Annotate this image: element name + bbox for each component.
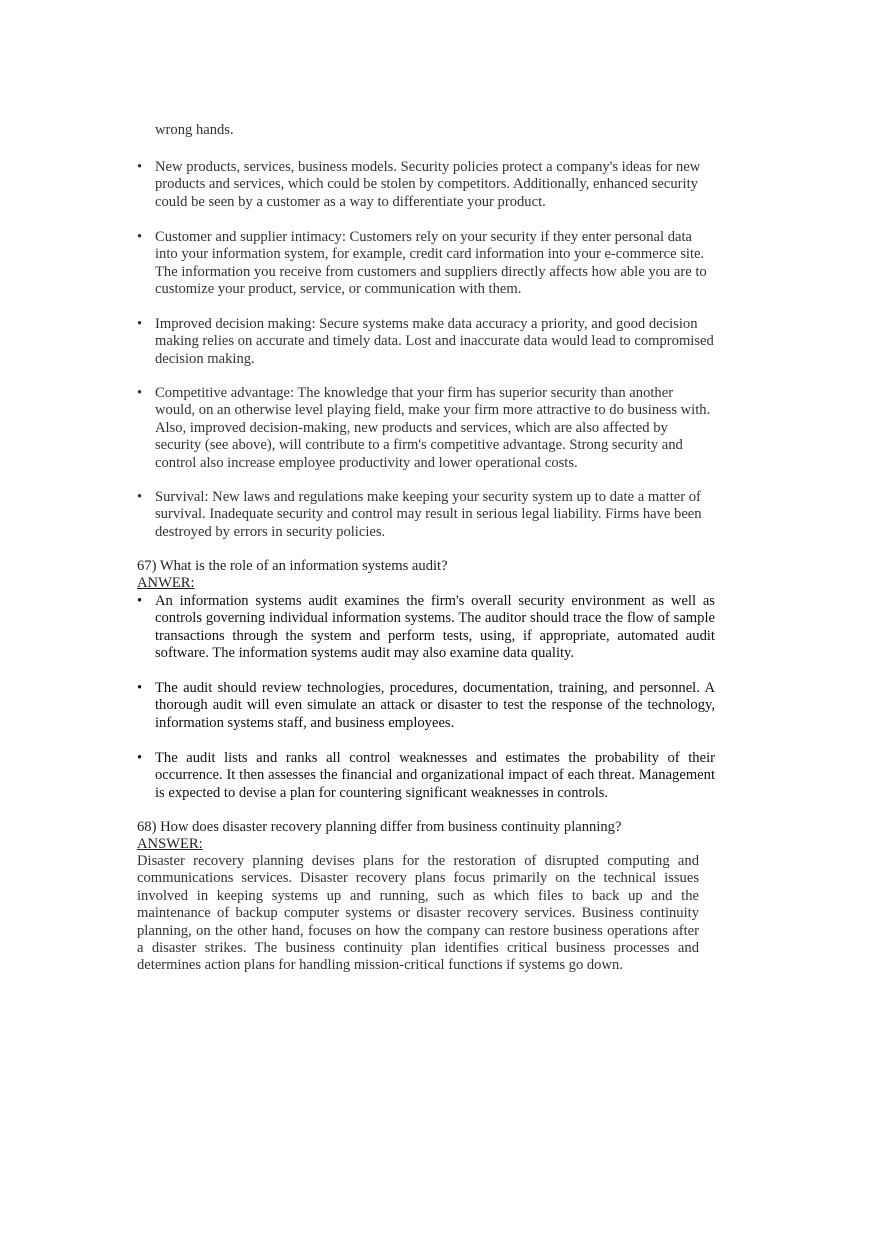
bullet-text: The audit lists and ranks all control weaknesses and estimates the probability of their occurrence. It then assesses the financial and organizational impact of each threat. Management is expected to devise a plan for countering significant weaknesses in controls. <box>155 750 715 801</box>
bullet-marker: • <box>137 750 143 766</box>
question-67: 67) What is the role of an information systems audit? <box>137 558 448 574</box>
bullet-marker: • <box>137 229 143 245</box>
answer-label-68: ANSWER: <box>137 836 203 852</box>
bullet-marker: • <box>137 680 143 696</box>
bullet-marker: • <box>137 593 143 609</box>
question-68: 68) How does disaster recovery planning differ from business continuity planning? <box>137 819 622 835</box>
bullet-marker: • <box>137 316 143 332</box>
bullet-text: New products, services, business models. Security policies protect a company's ideas for new products and services, which could be stolen by competitors. Additionally, enhanced security could be seen by a customer as a way to differentiate your product. <box>155 159 701 210</box>
bullet-audit-examines <box>137 593 715 663</box>
bullet-text: Customer and supplier intimacy: Customers rely on your security if they enter personal data into your information system, for example, credit card information into your e-commerce site. The information you receive from customers and suppliers directly affects how able you are to customize your product, service, or communication with them. <box>155 229 707 298</box>
answer-label-67: ANWER: <box>137 575 195 591</box>
bullet-audit-lists <box>137 750 715 802</box>
bullet-audit-review <box>137 680 715 732</box>
continued-text: wrong hands. <box>155 122 234 138</box>
bullet-text: Survival: New laws and regulations make keeping your security system up to date a matter of survival. Inadequate security and control may result in serious legal liability. Firms have been destroyed by errors in security policies. <box>155 489 702 540</box>
bullet-survival <box>137 489 715 541</box>
bullet-improved-decision-making <box>137 316 715 368</box>
bullet-marker: • <box>137 489 143 505</box>
bullet-competitive-advantage <box>137 385 715 472</box>
bullet-customer-supplier-intimacy <box>137 229 715 299</box>
answer-68-text: Disaster recovery planning devises plans for the restoration of disrupted computing and communications services. Disaster recovery plans focus primarily on the technical issues involved in keeping systems up and running, such as which files to back up and the maintenance of backup computer systems or disaster recovery services. Business continuity planning, on the other hand, focuses on how the company can restore business operations after a disaster strikes. The business continuity plan identifies critical business processes and determines action plans for handling mission-critical functions if systems go down. <box>137 853 699 974</box>
bullet-text: The audit should review technologies, procedures, documentation, training, and personnel. A thorough audit will even simulate an attack or disaster to test the response of the technology, information systems staff, and business employees. <box>155 680 715 731</box>
bullet-text: An information systems audit examines the firm's overall security environment as well as controls governing individual information systems. The auditor should trace the flow of sample transactions through the system and perform tests, using, if appropriate, automated audit software. The information systems audit may also examine data quality. <box>155 593 715 662</box>
bullet-marker: • <box>137 159 143 175</box>
bullet-new-products <box>137 159 715 211</box>
bullet-text: Competitive advantage: The knowledge that your firm has superior security than another would, on an otherwise level playing field, make your firm more attractive to do business with. Also, improved decision-making, new products and services, which are also affected by security (see above), will contribute to a firm's competitive advantage. Strong security and control also increase employee productivity and lower operational costs. <box>155 385 711 471</box>
bullet-marker: • <box>137 385 143 401</box>
bullet-text: Improved decision making: Secure systems make data accuracy a priority, and good decision making relies on accurate and timely data. Lost and inaccurate data would lead to compromised decision making. <box>155 316 714 367</box>
